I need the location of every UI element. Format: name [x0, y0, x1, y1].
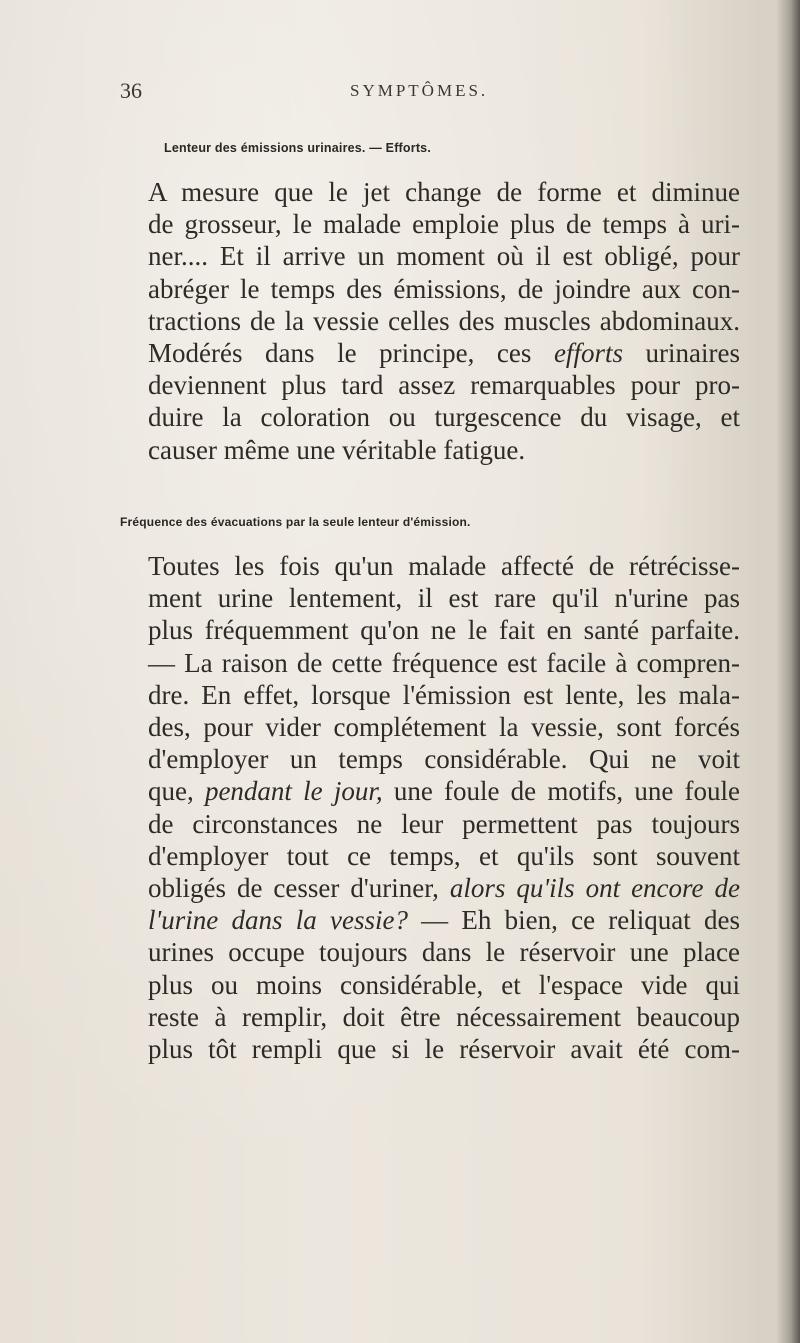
running-title: SYMPTÔMES.: [350, 81, 489, 100]
text-line: plus fréquemment qu'on ne le fait en santé parfaite.: [148, 615, 740, 646]
text-line: plus ou moins considérable, et l'espace vide qui: [148, 969, 740, 1000]
text-line: ment urine lentement, il est rare qu'il n'urine pas: [148, 583, 740, 614]
text-line: duire la coloration ou turgescence du visage, et: [148, 402, 740, 433]
text-run: que,: [148, 776, 205, 807]
page-number: 36: [120, 78, 142, 103]
text-line: reste à remplir, doit être nécessairement beaucoup: [148, 1001, 740, 1032]
text-line: deviennent plus tard assez remarquables pour pro-: [148, 370, 740, 401]
text-run: obligés de cesser d'uriner,: [148, 873, 450, 904]
text-line: abréger le temps des émissions, de joindre aux con-: [148, 273, 740, 304]
page-edge-shadow: [776, 0, 800, 1343]
text-line: ner.... Et il arrive un moment où il est obligé, pour: [148, 241, 740, 272]
text-line: causer même une véritable fatigue.: [148, 434, 526, 465]
text-line: Toutes les fois qu'un malade affecté de rétrécisse-: [148, 551, 740, 581]
italic-phrase: alors qu'ils ont encore de: [449, 873, 740, 904]
text-line: de circonstances ne leur permettent pas toujours: [148, 808, 740, 839]
text-run: Modérés dans le principe, ces: [148, 338, 554, 369]
paragraph-lenteur: [110, 176, 740, 466]
text-line: — La raison de cette fréquence est facile à compren-: [148, 647, 740, 678]
text-run: une foule de motifs, une foule: [382, 776, 740, 807]
text-line: [110, 775, 740, 807]
section-heading-lenteur: Lenteur des émissions urinaires. — Efforts.: [164, 141, 432, 155]
paragraph-frequence: [110, 550, 740, 1065]
text-line: [110, 904, 740, 936]
text-line: d'employer tout ce temps, et qu'ils sont souvent: [148, 840, 740, 871]
running-head: [120, 78, 740, 108]
text-line: plus tôt rempli que si le réservoir avait été com-: [148, 1034, 740, 1065]
text-line: tractions de la vessie celles des muscles abdominaux.: [148, 305, 740, 336]
text-line: des, pour vider complétement la vessie, sont forcés: [148, 712, 740, 743]
text-line: d'employer un temps considérable. Qui ne voit: [148, 744, 740, 775]
text-line: [110, 872, 740, 904]
text-line: [110, 337, 740, 369]
text-run: urinaires: [622, 338, 740, 369]
italic-term-efforts: efforts: [553, 338, 623, 369]
text-line: A mesure que le jet change de forme et diminue: [148, 177, 740, 207]
text-line: dre. En effet, lorsque l'émission est lente, les mala-: [148, 679, 740, 710]
italic-phrase: pendant le jour,: [204, 776, 383, 807]
text-run: — Eh bien, ce reliquat des: [407, 905, 740, 936]
italic-phrase: l'urine dans la vessie?: [148, 905, 408, 936]
section-heading-frequence: Fréquence des évacuations par la seule lenteur d'émission.: [120, 515, 471, 529]
text-line: de grosseur, le malade emploie plus de temps à uri-: [148, 209, 740, 240]
text-line: urines occupe toujours dans le réservoir une place: [148, 937, 740, 968]
